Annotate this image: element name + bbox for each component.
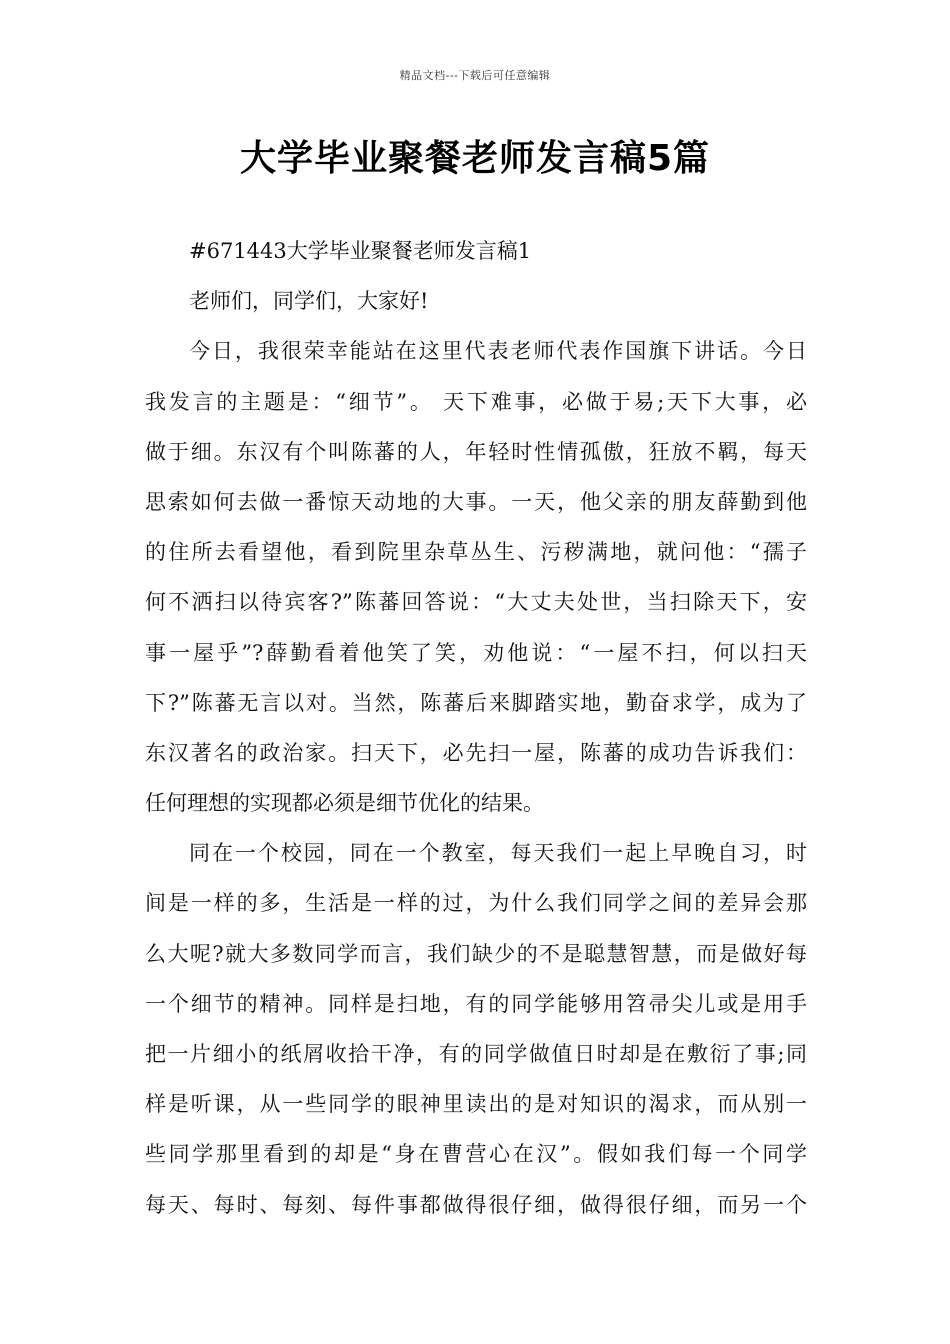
body-line: 做于细。东汉有个叫陈蕃的人，年轻时性情孤傲，狂放不羁，每天 bbox=[145, 439, 807, 464]
body-line: 同在一个校园，同在一个教室，每天我们一起上早晚自习，时 bbox=[189, 841, 807, 866]
body-line: 东汉著名的政治家。扫天下，必先扫一屋，陈蕃的成功告诉我们： bbox=[145, 740, 807, 765]
body-line: 何不洒扫以待宾客?”陈蕃回答说：“大丈夫处世，当扫除天下，安 bbox=[145, 590, 807, 615]
body-line: 下?”陈蕃无言以对。当然，陈蕃后来脚踏实地，勤奋求学，成为了 bbox=[145, 690, 807, 715]
body-line: 间是一样的多，生活是一样的过，为什么我们同学之间的差异会那 bbox=[145, 891, 807, 916]
body-line: 么大呢?就大多数同学而言，我们缺少的不是聪慧智慧，而是做好每 bbox=[145, 941, 807, 966]
section-heading: #671443大学毕业聚餐老师发言稿1 bbox=[189, 239, 532, 263]
body-line: 我发言的主题是：“细节”。 天下难事，必做于易;天下大事，必 bbox=[145, 389, 807, 414]
greeting-line: 老师们，同学们，大家好! bbox=[189, 289, 429, 314]
body-line: 把一片细小的纸屑收拾干净，有的同学做值日时却是在敷衍了事;同 bbox=[145, 1042, 807, 1066]
document-title: 大学毕业聚餐老师发言稿5篇 bbox=[239, 138, 711, 179]
body-line: 思索如何去做一番惊天动地的大事。一天，他父亲的朋友薛勤到他 bbox=[145, 489, 807, 514]
body-line: 任何理想的实现都必须是细节优化的结果。 bbox=[145, 791, 544, 816]
header-note: 精品文档---下载后可任意编辑 bbox=[399, 69, 551, 82]
body-line: 一个细节的精神。同样是扫地，有的同学能够用笤帚尖儿或是用手 bbox=[145, 991, 807, 1016]
body-line: 事一屋乎”?薛勤看着他笑了笑，劝他说：“一屋不扫，何以扫天 bbox=[145, 640, 807, 665]
document-body bbox=[145, 236, 807, 1240]
body-line: 些同学那里看到的却是“身在曹营心在汉”。假如我们每一个同学 bbox=[145, 1142, 807, 1167]
body-line: 每天、每时、每刻、每件事都做得很仔细，做得很仔细，而另一个 bbox=[145, 1192, 807, 1217]
body-line: 今日，我很荣幸能站在这里代表老师代表作国旗下讲话。今日 bbox=[189, 339, 807, 364]
body-line: 样是听课，从一些同学的眼神里读出的是对知识的渴求，而从别一 bbox=[145, 1092, 807, 1117]
body-line: 的住所去看望他，看到院里杂草丛生、污秽满地，就问他：“孺子 bbox=[145, 540, 807, 565]
